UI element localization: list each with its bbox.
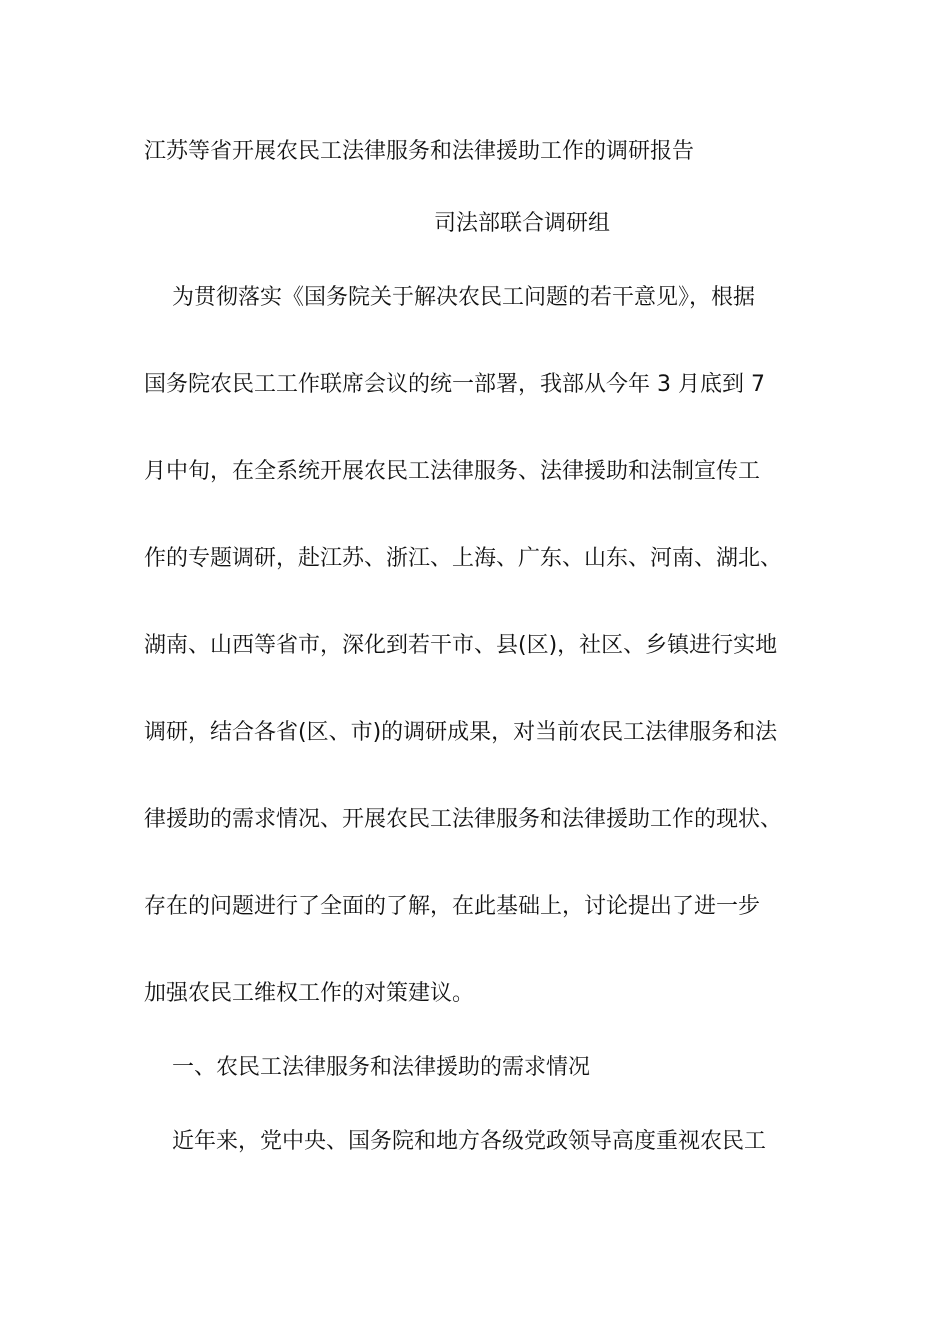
paragraph-line: 作的专题调研，赴江苏、浙江、上海、广东、山东、河南、湖北、 xyxy=(144,546,783,571)
paragraph-line: 存在的问题进行了全面的了解，在此基础上，讨论提出了进一步 xyxy=(144,894,761,919)
paragraph-line: 近年来，党中央、国务院和地方各级党政领导高度重视农民工 xyxy=(172,1129,767,1154)
paragraph-line: 加强农民工维权工作的对策建议。 xyxy=(144,981,475,1006)
paragraph-line: 律援助的需求情况、开展农民工法律服务和法律援助工作的现状、 xyxy=(144,807,783,832)
paragraph-line: 月中旬，在全系统开展农民工法律服务、法律援助和法制宣传工 xyxy=(144,459,761,484)
paragraph-line: 调研，结合各省(区、市)的调研成果，对当前农民工法律服务和法 xyxy=(144,720,778,745)
paragraph-line: 为贯彻落实《国务院关于解决农民工问题的若干意见》，根据 xyxy=(172,285,756,310)
section-heading: 一、农民工法律服务和法律援助的需求情况 xyxy=(172,1055,591,1080)
paragraph-line: 湖南、山西等省市，深化到若干市、县(区)，社区、乡镇进行实地 xyxy=(144,633,778,658)
document-title: 江苏等省开展农民工法律服务和法律援助工作的调研报告 xyxy=(144,139,695,164)
paragraph-line: 国务院农民工工作联席会议的统一部署，我部从今年 3 月底到 7 xyxy=(144,372,765,397)
document-author: 司法部联合调研组 xyxy=(434,211,611,236)
